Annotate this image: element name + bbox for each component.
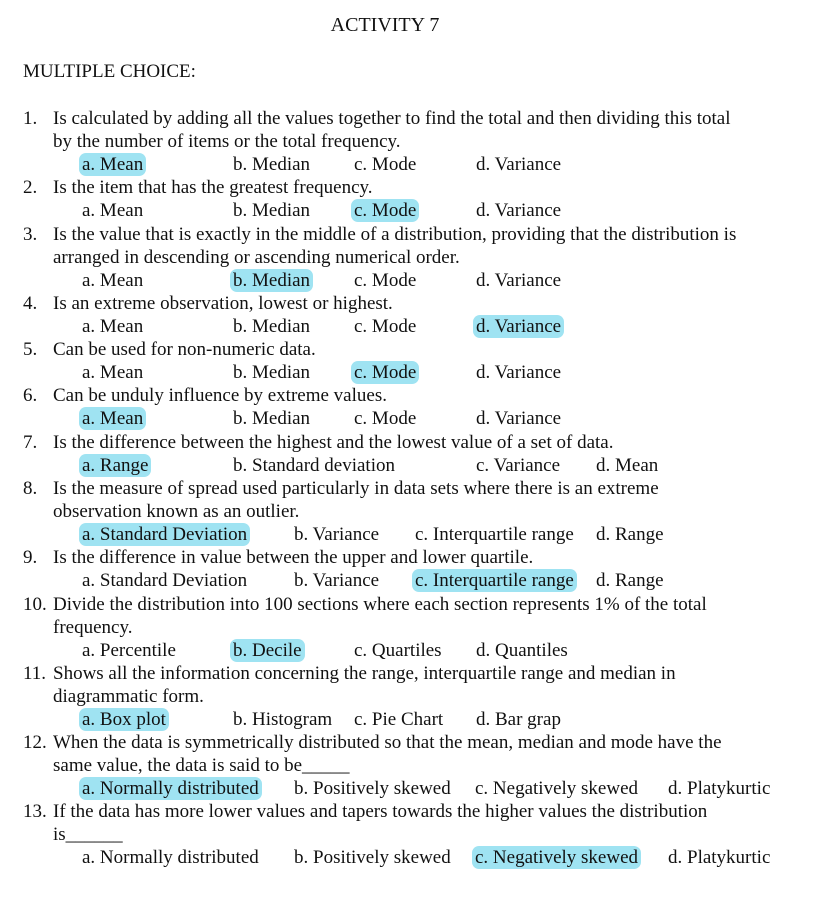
answer-option[interactable]: c. Mode xyxy=(354,270,417,291)
question-text: Is the measure of spread used particularly in data sets where there is an extreme xyxy=(53,478,659,499)
answer-option-selected[interactable]: a. Normally distributed xyxy=(79,777,262,800)
answer-option-selected[interactable]: c. Interquartile range xyxy=(412,569,577,592)
question-text: observation known as an outlier. xyxy=(53,501,300,522)
answer-option-selected[interactable]: c. Mode xyxy=(351,361,419,384)
answer-option-selected[interactable]: a. Range xyxy=(79,454,151,477)
question-number: 1. xyxy=(23,108,38,129)
question-text: Is an extreme observation, lowest or highest. xyxy=(53,293,393,314)
answer-option[interactable]: c. Mode xyxy=(354,408,417,429)
question-text: Divide the distribution into 100 sections where each section represents 1% of the total xyxy=(53,594,707,615)
question-text: frequency. xyxy=(53,617,133,638)
question-number: 4. xyxy=(23,293,38,314)
question-number: 11. xyxy=(23,663,47,684)
answer-option[interactable]: b. Histogram xyxy=(233,709,333,730)
page-title: ACTIVITY 7 xyxy=(330,14,440,36)
question-text: Is the item that has the greatest frequency. xyxy=(53,177,373,198)
answer-option[interactable]: d. Variance xyxy=(476,270,562,291)
answer-option[interactable]: d. Range xyxy=(596,570,664,591)
answer-option[interactable]: d. Variance xyxy=(476,362,562,383)
answer-option[interactable]: b. Median xyxy=(233,200,311,221)
question-text: Can be used for non-numeric data. xyxy=(53,339,316,360)
question-text: Is the difference between the highest and the lowest value of a set of data. xyxy=(53,432,614,453)
answer-option[interactable]: c. Mode xyxy=(354,154,417,175)
question-text: is______ xyxy=(53,824,123,845)
answer-option[interactable]: d. Platykurtic xyxy=(668,778,771,799)
question-number: 6. xyxy=(23,385,38,406)
answer-option[interactable]: d. Platykurtic xyxy=(668,847,771,868)
answer-option[interactable]: c. Quartiles xyxy=(354,640,442,661)
question-text: When the data is symmetrically distributed so that the mean, median and mode have the xyxy=(53,732,722,753)
answer-option-selected[interactable]: c. Negatively skewed xyxy=(472,846,641,869)
question-text: by the number of items or the total frequency. xyxy=(53,131,401,152)
answer-option[interactable]: d. Variance xyxy=(476,408,562,429)
answer-option-selected[interactable]: a. Box plot xyxy=(79,708,169,731)
answer-option[interactable]: b. Variance xyxy=(294,524,380,545)
answer-option[interactable]: d. Variance xyxy=(476,200,562,221)
answer-option[interactable]: a. Standard Deviation xyxy=(82,570,248,591)
question-text: arranged in descending or ascending numerical order. xyxy=(53,247,460,268)
question-text: If the data has more lower values and tapers towards the higher values the distribution xyxy=(53,801,708,822)
answer-option[interactable]: d. Range xyxy=(596,524,664,545)
question-text: same value, the data is said to be_____ xyxy=(53,755,350,776)
answer-option[interactable]: b. Variance xyxy=(294,570,380,591)
answer-option[interactable]: d. Quantiles xyxy=(476,640,568,661)
answer-option[interactable]: a. Mean xyxy=(82,316,144,337)
answer-option[interactable]: d. Variance xyxy=(476,154,562,175)
answer-option[interactable]: a. Mean xyxy=(82,270,144,291)
answer-option[interactable]: b. Median xyxy=(233,154,311,175)
answer-option[interactable]: a. Mean xyxy=(82,362,144,383)
answer-option[interactable]: c. Interquartile range xyxy=(415,524,574,545)
answer-option[interactable]: c. Negatively skewed xyxy=(475,778,639,799)
answer-option[interactable]: c. Mode xyxy=(354,316,417,337)
answer-option-selected[interactable]: b. Median xyxy=(230,269,313,292)
question-text: diagrammatic form. xyxy=(53,686,204,707)
answer-option-selected[interactable]: a. Standard Deviation xyxy=(79,523,250,546)
answer-option[interactable]: a. Normally distributed xyxy=(82,847,259,868)
answer-option-selected[interactable]: a. Mean xyxy=(79,407,146,430)
answer-option-selected[interactable]: b. Decile xyxy=(230,639,305,662)
answer-option[interactable]: b. Positively skewed xyxy=(294,778,451,799)
question-number: 3. xyxy=(23,224,38,245)
question-number: 12. xyxy=(23,732,47,753)
answer-option[interactable]: d. Bar grap xyxy=(476,709,561,730)
question-number: 2. xyxy=(23,177,38,198)
answer-option[interactable]: b. Median xyxy=(233,362,311,383)
answer-option[interactable]: b. Standard deviation xyxy=(233,455,395,476)
question-number: 5. xyxy=(23,339,38,360)
question-number: 8. xyxy=(23,478,38,499)
question-text: Is the value that is exactly in the middle of a distribution, providing that the distribution is xyxy=(53,224,737,245)
answer-option[interactable]: b. Positively skewed xyxy=(294,847,451,868)
answer-option[interactable]: a. Percentile xyxy=(82,640,176,661)
answer-option[interactable]: c. Pie Chart xyxy=(354,709,444,730)
question-text: Is the difference in value between the upper and lower quartile. xyxy=(53,547,534,568)
answer-option[interactable]: c. Variance xyxy=(476,455,561,476)
answer-option[interactable]: d. Mean xyxy=(596,455,659,476)
question-text: Can be unduly influence by extreme values. xyxy=(53,385,387,406)
question-text: Is calculated by adding all the values together to find the total and then dividing this total xyxy=(53,108,731,129)
answer-option-selected[interactable]: d. Variance xyxy=(473,315,564,338)
answer-option-selected[interactable]: c. Mode xyxy=(351,199,419,222)
answer-option[interactable]: b. Median xyxy=(233,408,311,429)
answer-option[interactable]: b. Median xyxy=(233,316,311,337)
question-number: 13. xyxy=(23,801,47,822)
answer-option-selected[interactable]: a. Mean xyxy=(79,153,146,176)
section-heading: MULTIPLE CHOICE: xyxy=(23,61,196,82)
question-text: Shows all the information concerning the range, interquartile range and median in xyxy=(53,663,676,684)
question-number: 10. xyxy=(23,594,47,615)
answer-option[interactable]: a. Mean xyxy=(82,200,144,221)
question-number: 9. xyxy=(23,547,38,568)
question-number: 7. xyxy=(23,432,38,453)
